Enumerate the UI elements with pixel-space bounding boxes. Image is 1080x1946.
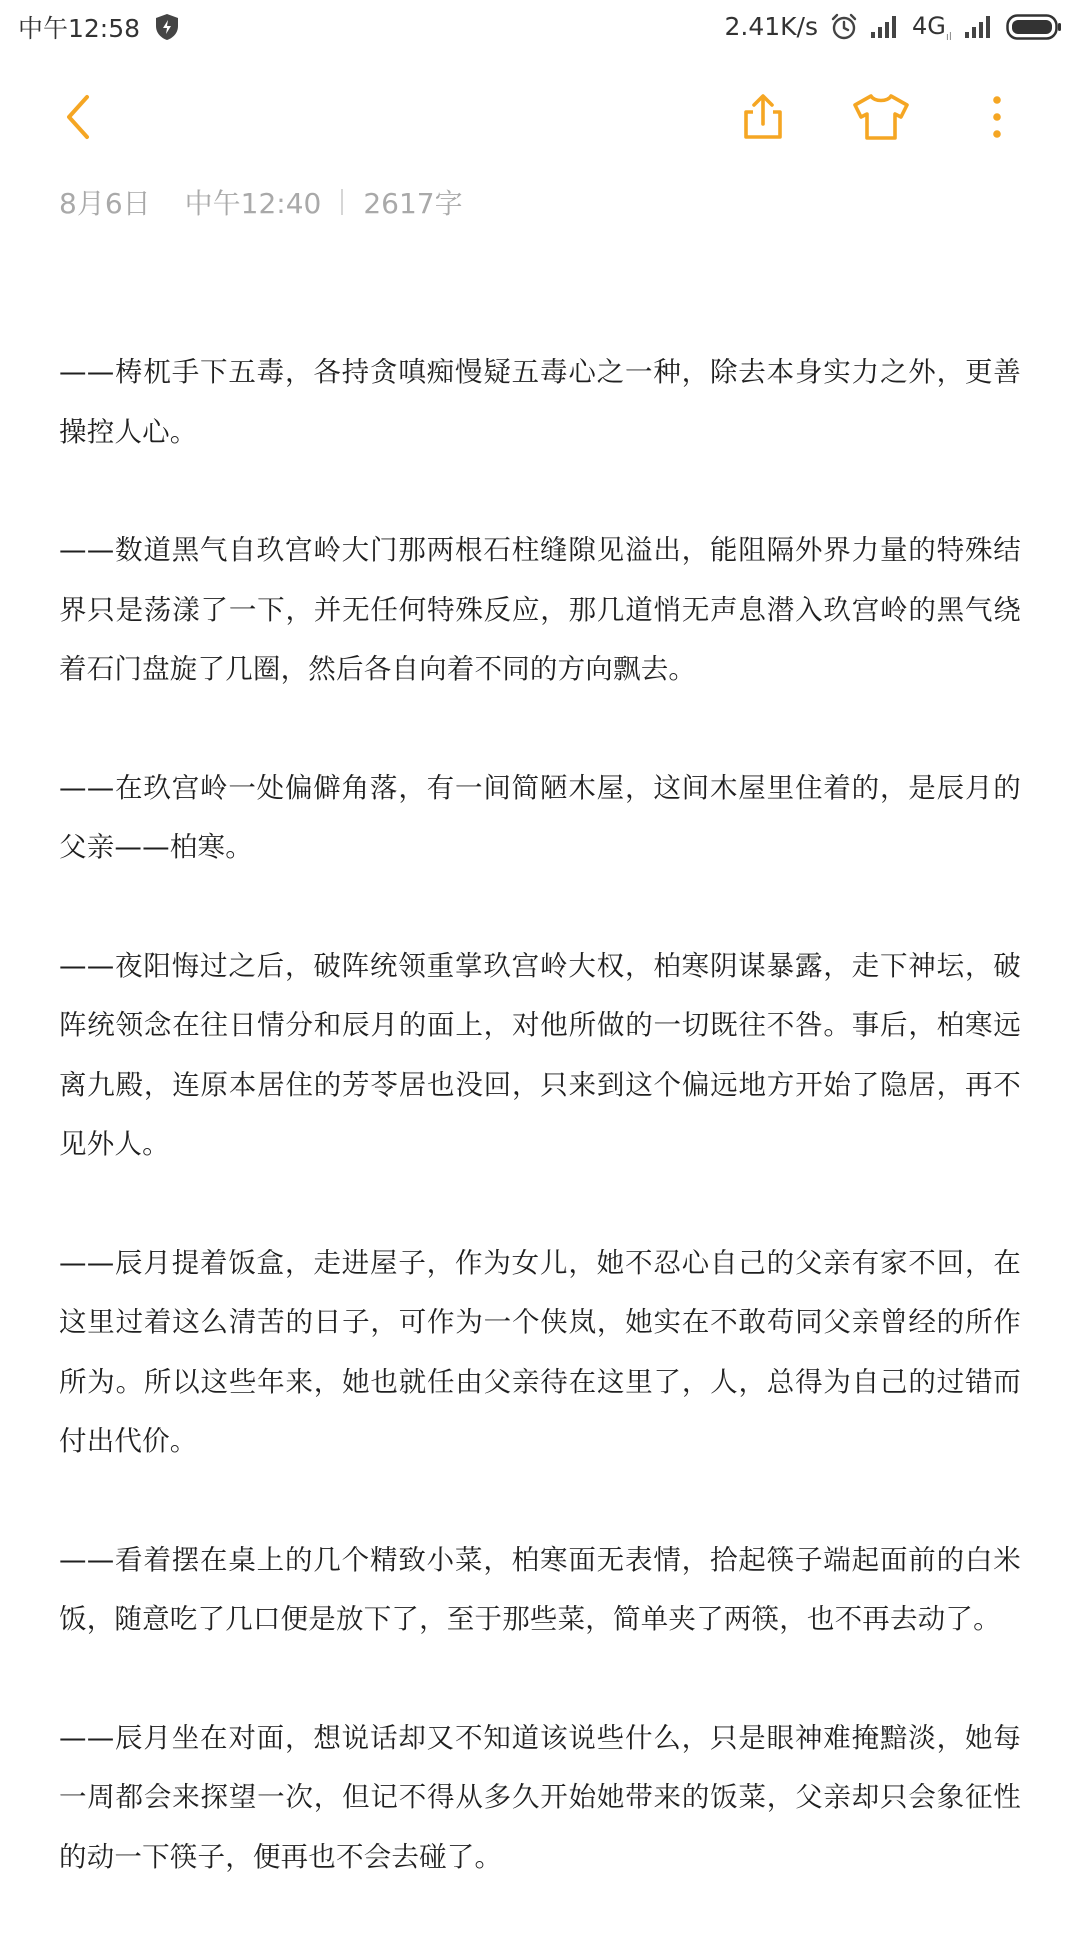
note-date: 8月6日 bbox=[59, 187, 151, 220]
note-paragraph: ——辰月提着饭盒，走进屋子，作为女儿，她不忍心自己的父亲有家不回，在这里过着这么清苦的日子，可作为一个侠岚，她实在不敢苟同父亲曾经的所作所为。所以这些年来，她也就任由父亲待在这里了，人，总得为自己的过错而付出代价。 bbox=[59, 1246, 1021, 1457]
share-icon bbox=[738, 92, 788, 146]
tshirt-icon bbox=[851, 92, 911, 146]
note-paragraph: ——数道黑气自玖宫岭大门那两根石柱缝隙见溢出，能阻隔外界力量的特殊结界只是荡漾了一下，并无任何特殊反应，那几道悄无声息潜入玖宫岭的黑气绕着石门盘旋了几圈，然后各自向着不同的方向飘去。 bbox=[59, 534, 1021, 685]
status-time: 中午12:58 bbox=[18, 14, 141, 43]
note-paragraph: ——看着摆在桌上的几个精致小菜，柏寒面无表情，拾起筷子端起面前的白米饭，随意吃了几口便是放下了，至于那些菜，简单夹了两筷，也不再去动了。 bbox=[59, 1543, 1021, 1635]
net-speed: 2.41K/s bbox=[724, 12, 818, 42]
note-paragraph: ——辰月坐在对面，想说话却又不知道该说些什么，只是眼神难掩黯淡，她每一周都会来探望一次，但记不得从多久开始她带来的饭菜，父亲却只会象征性的动一下筷子，便再也不会去碰了。 bbox=[59, 1721, 1021, 1873]
share-button[interactable] bbox=[728, 84, 798, 154]
note-paragraph: ——在玖宫岭一处偏僻角落，有一间简陋木屋，这间木屋里住着的，是辰月的父亲——柏寒。 bbox=[59, 771, 1021, 863]
alarm-icon bbox=[830, 13, 858, 41]
battery-icon bbox=[1006, 14, 1062, 40]
note-meta bbox=[59, 182, 463, 222]
meta-divider bbox=[341, 189, 343, 215]
back-button[interactable] bbox=[44, 84, 114, 154]
more-button[interactable] bbox=[962, 84, 1032, 154]
signal-icon bbox=[870, 15, 900, 39]
status-bar-left bbox=[18, 9, 180, 45]
back-icon bbox=[59, 92, 99, 146]
network-type bbox=[912, 12, 952, 43]
more-icon bbox=[989, 92, 1005, 146]
note-paragraph: ——夜阳悔过之后，破阵统领重掌玖宫岭大权，柏寒阴谋暴露，走下神坛，破阵统领念在往日情分和辰月的面上，对他所做的一切既往不咎。事后，柏寒远离九殿，连原本居住的芳苓居也没回，只来到这个偏远地方开始了隐居，再不见外人。 bbox=[59, 949, 1021, 1160]
word-count: 2617字 bbox=[363, 187, 463, 220]
note-body[interactable] bbox=[59, 343, 1021, 1946]
theme-button[interactable] bbox=[846, 84, 916, 154]
note-toolbar bbox=[0, 84, 1080, 154]
note-time: 中午12:40 bbox=[184, 187, 322, 220]
status-bar bbox=[0, 0, 1080, 54]
network-type-sub: ıl bbox=[945, 29, 952, 43]
note-paragraph: ——梼杌手下五毒，各持贪嗔痴慢疑五毒心之一种，除去本身实力之外，更善操控人心。 bbox=[59, 356, 1021, 448]
shield-icon bbox=[154, 13, 180, 41]
status-bar-right bbox=[724, 12, 1062, 43]
signal-icon bbox=[964, 15, 994, 39]
network-type-label: 4G bbox=[912, 11, 946, 40]
